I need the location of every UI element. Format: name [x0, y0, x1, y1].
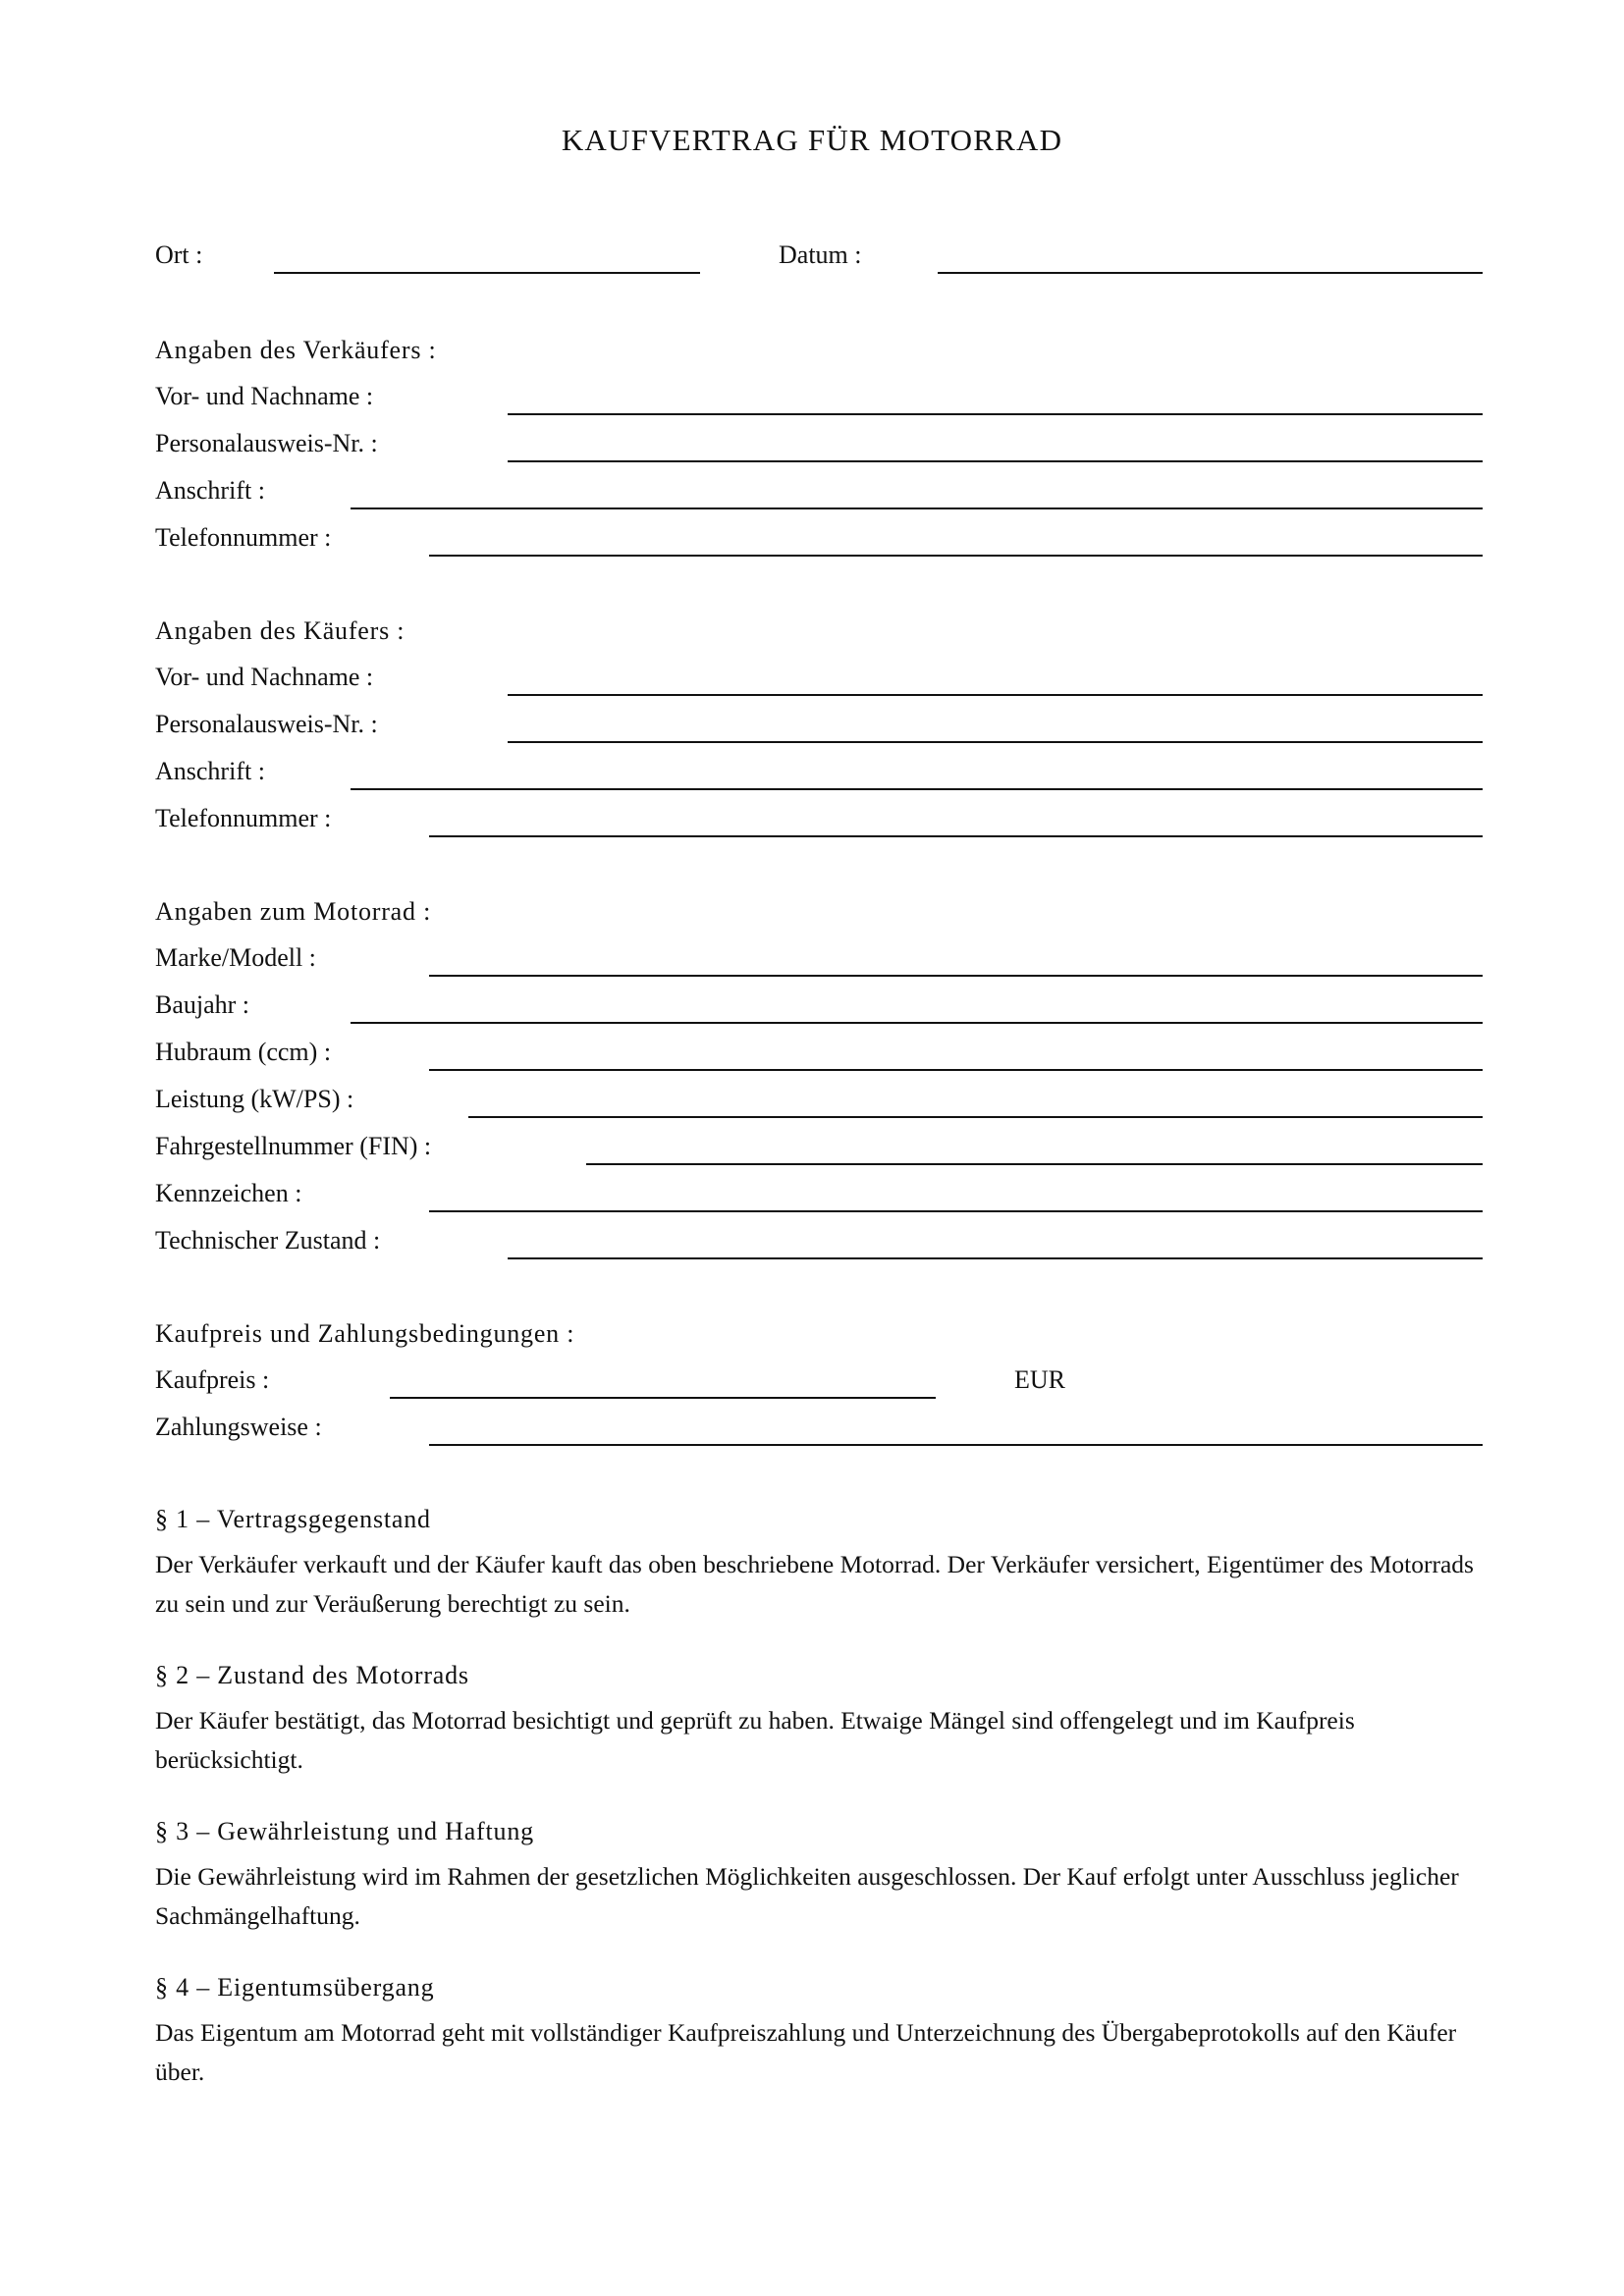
ort-field[interactable]: [274, 272, 700, 274]
place-date-row: [0, 240, 1624, 285]
buyer-phone-field[interactable]: [429, 835, 1483, 837]
buyer-phone-label: Telefonnummer :: [155, 804, 332, 832]
buyer-name-label: Vor- und Nachname :: [155, 663, 374, 691]
section-2-text: Der Käufer bestätigt, das Motorrad besichtigt und geprüft zu haben. Etwaige Mängel sind offengelegt und im Kaufpreis berücksichtigt.: [155, 1706, 1355, 1774]
seller-address-label: Anschrift :: [155, 476, 265, 505]
document-title: KAUFVERTRAG FÜR MOTORRAD: [561, 123, 1063, 157]
payment-method-field[interactable]: [429, 1444, 1483, 1446]
seller-name-row: [0, 381, 1624, 426]
buyer-id-field[interactable]: [508, 741, 1483, 743]
section-2-heading: § 2 – Zustand des Motorrads: [155, 1661, 469, 1689]
motorcycle-condition-field[interactable]: [508, 1257, 1483, 1259]
motorcycle-displacement-label: Hubraum (ccm) :: [155, 1038, 332, 1066]
motorcycle-vin-field[interactable]: [586, 1163, 1483, 1165]
motorcycle-vin-label: Fahrgestellnummer (FIN) :: [155, 1132, 432, 1160]
motorcycle-model-field[interactable]: [429, 975, 1483, 977]
motorcycle-displacement-field[interactable]: [429, 1069, 1483, 1071]
section-1-heading: § 1 – Vertragsgegenstand: [155, 1505, 431, 1533]
buyer-address-row: [0, 756, 1624, 801]
motorcycle-year-row: [0, 989, 1624, 1035]
section-3-text: Die Gewährleistung wird im Rahmen der gesetzlichen Möglichkeiten ausgeschlossen. Der Kauf erfolgt unter Ausschluss jeglicher Sachmängelhaftung.: [155, 1862, 1459, 1930]
seller-id-field[interactable]: [508, 460, 1483, 462]
motorcycle-year-field[interactable]: [351, 1022, 1483, 1024]
price-label: Kaufpreis :: [155, 1365, 270, 1394]
section-3-heading: § 3 – Gewährleistung und Haftung: [155, 1817, 534, 1845]
motorcycle-condition-row: [0, 1225, 1624, 1270]
seller-phone-field[interactable]: [429, 555, 1483, 557]
motorcycle-condition-label: Technischer Zustand :: [155, 1226, 381, 1255]
buyer-address-label: Anschrift :: [155, 757, 265, 785]
motorcycle-model-label: Marke/Modell :: [155, 943, 316, 972]
section-4-text: Das Eigentum am Motorrad geht mit vollständiger Kaufpreiszahlung und Unterzeichnung des Übergabeprotokolls auf den Käufer über.: [155, 2018, 1457, 2086]
section-1-text: Der Verkäufer verkauft und der Käufer kauft das oben beschriebene Motorrad. Der Verkäufer versichert, Eigentümer des Motorrads zu sein und zur Veräußerung berechtigt zu sein.: [155, 1550, 1474, 1618]
payment-method-row: [0, 1412, 1624, 1457]
currency-label: EUR: [1014, 1365, 1065, 1394]
seller-address-field[interactable]: [351, 507, 1483, 509]
motorcycle-displacement-row: [0, 1037, 1624, 1082]
buyer-id-label: Personalausweis-Nr. :: [155, 710, 378, 738]
buyer-name-row: [0, 662, 1624, 707]
price-row: [0, 1364, 1624, 1410]
price-field[interactable]: [390, 1397, 936, 1399]
datum-field[interactable]: [938, 272, 1483, 274]
section-4-heading: § 4 – Eigentumsübergang: [155, 1973, 435, 2002]
motorcycle-model-row: [0, 942, 1624, 988]
motorcycle-power-label: Leistung (kW/PS) :: [155, 1085, 354, 1113]
seller-id-label: Personalausweis-Nr. :: [155, 429, 378, 457]
seller-phone-label: Telefonnummer :: [155, 523, 332, 552]
motorcycle-plate-field[interactable]: [429, 1210, 1483, 1212]
seller-name-field[interactable]: [508, 413, 1483, 415]
seller-name-label: Vor- und Nachname :: [155, 382, 374, 410]
motorcycle-plate-label: Kennzeichen :: [155, 1179, 302, 1207]
payment-method-label: Zahlungsweise :: [155, 1413, 322, 1441]
buyer-id-row: [0, 709, 1624, 754]
payment-heading: Kaufpreis und Zahlungsbedingungen :: [155, 1319, 575, 1348]
buyer-name-field[interactable]: [508, 694, 1483, 696]
ort-label: Ort :: [155, 240, 203, 269]
seller-heading: Angaben des Verkäufers :: [155, 336, 437, 364]
seller-phone-row: [0, 522, 1624, 567]
motorcycle-year-label: Baujahr :: [155, 990, 250, 1019]
motorcycle-power-row: [0, 1084, 1624, 1129]
seller-address-row: [0, 475, 1624, 520]
buyer-heading: Angaben des Käufers :: [155, 616, 406, 645]
motorcycle-vin-row: [0, 1131, 1624, 1176]
motorcycle-heading: Angaben zum Motorrad :: [155, 897, 432, 926]
motorcycle-power-field[interactable]: [468, 1116, 1483, 1118]
datum-label: Datum :: [779, 240, 862, 269]
buyer-address-field[interactable]: [351, 788, 1483, 790]
motorcycle-plate-row: [0, 1178, 1624, 1223]
buyer-phone-row: [0, 803, 1624, 848]
seller-id-row: [0, 428, 1624, 473]
